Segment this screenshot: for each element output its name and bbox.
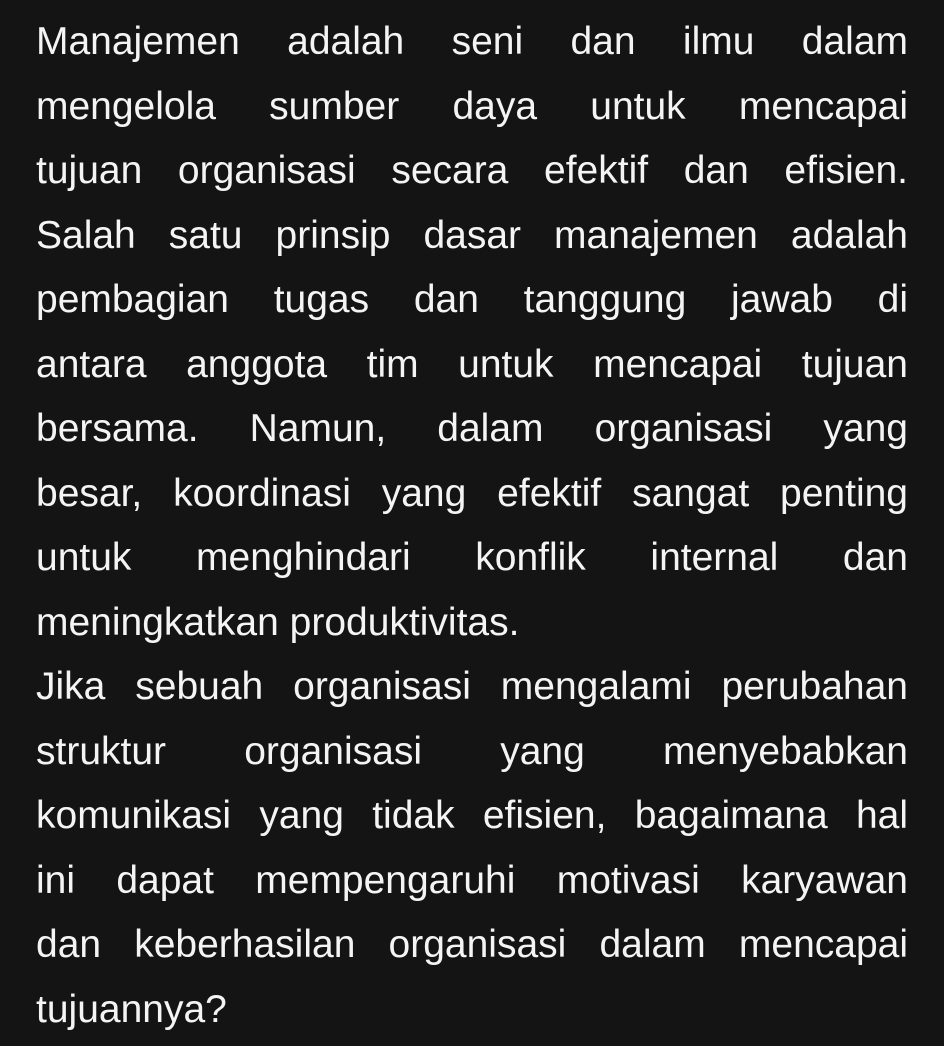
text-line: tujuannya? bbox=[36, 987, 227, 1031]
text-line: tujuan organisasi secara efektif dan efisien. bbox=[36, 149, 908, 192]
text-line: untuk menghindari konflik internal dan bbox=[36, 536, 908, 579]
question-text bbox=[36, 10, 908, 1042]
text-line: antara anggota tim untuk mencapai tujuan bbox=[36, 342, 908, 386]
text-line: Manajemen adalah seni dan ilmu dalam bbox=[36, 20, 908, 63]
text-line: mengelola sumber daya untuk mencapai bbox=[36, 84, 908, 128]
text-line: ini dapat mempengaruhi motivasi karyawan bbox=[36, 858, 908, 902]
paragraph-question bbox=[36, 655, 908, 1042]
text-line: Jika sebuah organisasi mengalami perubahan bbox=[36, 665, 908, 708]
text-line: pembagian tugas dan tanggung jawab di bbox=[36, 278, 908, 321]
text-line: komunikasi yang tidak efisien, bagaimana hal bbox=[36, 794, 908, 837]
paragraph-context bbox=[36, 10, 908, 655]
text-line: bersama. Namun, dalam organisasi yang bbox=[36, 407, 908, 450]
text-line: Salah satu prinsip dasar manajemen adalah bbox=[36, 213, 908, 257]
text-line: dan keberhasilan organisasi dalam mencapai bbox=[36, 923, 908, 966]
text-line: struktur organisasi yang menyebabkan bbox=[36, 729, 908, 773]
text-line: besar, koordinasi yang efektif sangat penting bbox=[36, 471, 908, 515]
text-line: meningkatkan produktivitas. bbox=[36, 600, 520, 644]
